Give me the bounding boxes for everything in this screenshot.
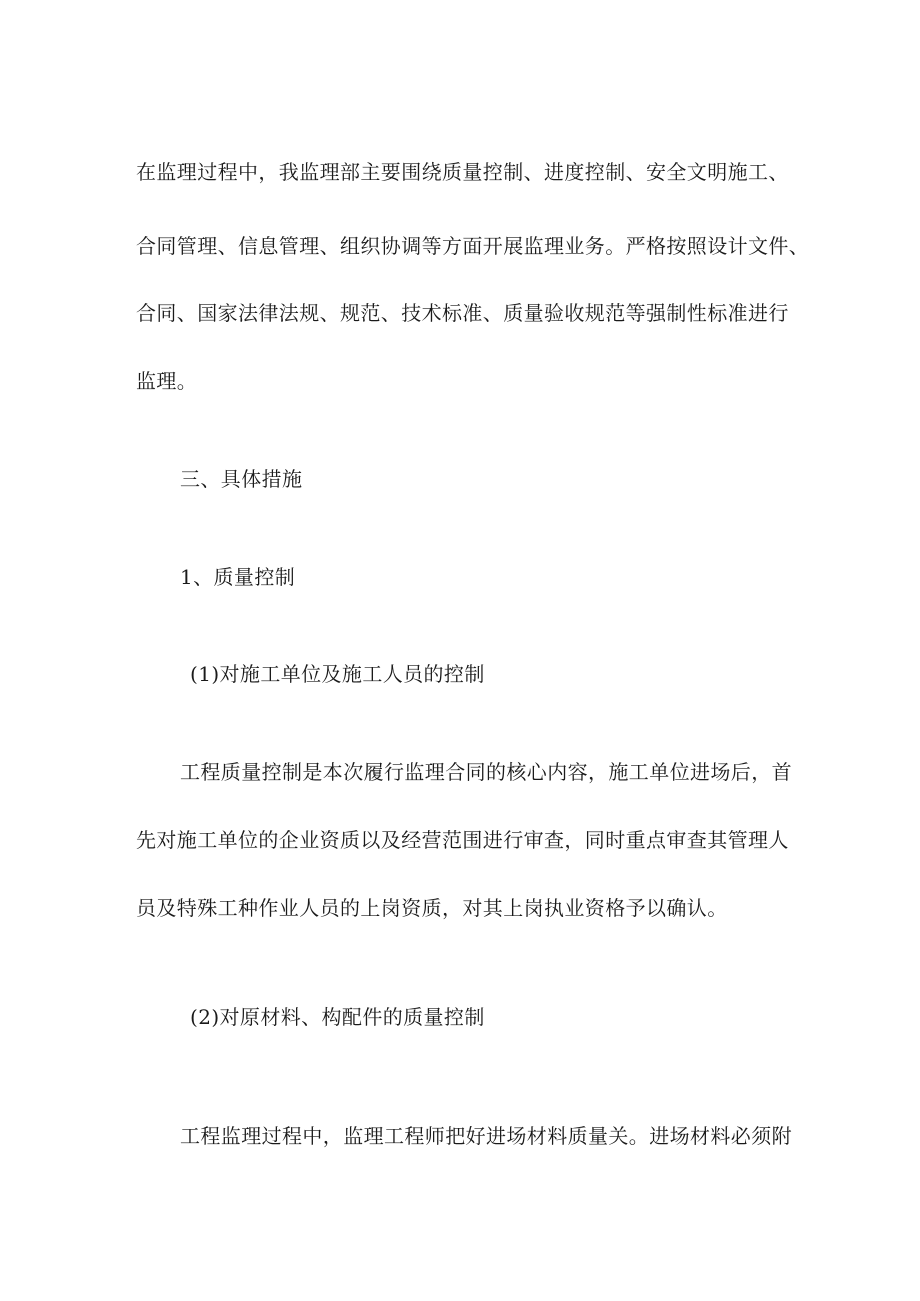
- item-heading: (1)对施工单位及施工人员的控制: [190, 662, 485, 686]
- text-line: 在监理过程中，我监理部主要围绕质量控制、进度控制、安全文明施工、: [136, 160, 789, 184]
- text-line: 合同、国家法律法规、规范、技术标准、质量验收规范等强制性标准进行: [136, 301, 789, 325]
- text-line: 工程质量控制是本次履行监理合同的核心内容，施工单位进场后，首: [180, 760, 792, 784]
- subsection-heading: 1、质量控制: [180, 565, 296, 589]
- section-heading: 三、具体措施: [180, 467, 303, 491]
- text-line: 员及特殊工种作业人员的上岗资质，对其上岗执业资格予以确认。: [136, 896, 728, 920]
- text-line: 先对施工单位的企业资质以及经营范围进行审查，同时重点审查其管理人: [136, 828, 789, 852]
- text-line: 工程监理过程中，监理工程师把好进场材料质量关。进场材料必须附: [180, 1124, 792, 1148]
- item-heading: (2)对原材料、构配件的质量控制: [190, 1005, 485, 1029]
- text-line: 监理。: [136, 369, 198, 393]
- text-line: 合同管理、信息管理、组织协调等方面开展监理业务。严格按照设计文件、: [136, 234, 810, 258]
